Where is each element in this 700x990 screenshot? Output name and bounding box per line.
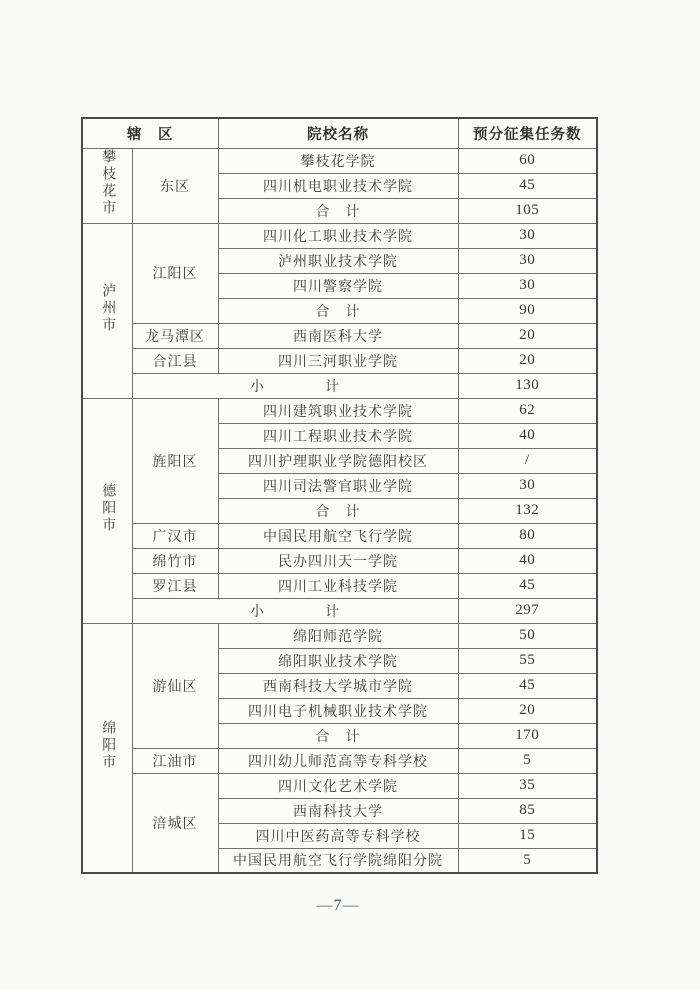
district-cell: 合江县 xyxy=(132,348,218,373)
table-row xyxy=(82,773,597,798)
tasks-cell: 62 xyxy=(458,398,597,423)
city-cell xyxy=(82,148,132,223)
total-label-cell: 合 计 xyxy=(218,498,458,523)
city-cell xyxy=(82,623,132,873)
city-label: 德阳市 xyxy=(100,482,116,534)
table-row xyxy=(82,523,597,548)
city-label: 攀枝花市 xyxy=(100,149,116,217)
school-cell: 四川工程职业技术学院 xyxy=(218,423,458,448)
school-cell: 西南医科大学 xyxy=(218,323,458,348)
tasks-cell: 40 xyxy=(458,423,597,448)
tasks-cell: 35 xyxy=(458,773,597,798)
total-label-cell: 合 计 xyxy=(218,298,458,323)
table-row xyxy=(82,223,597,248)
tasks-cell: 85 xyxy=(458,798,597,823)
district-cell: 涪城区 xyxy=(132,773,218,873)
school-cell: 四川中医药高等专科学校 xyxy=(218,823,458,848)
tasks-cell: 90 xyxy=(458,298,597,323)
total-label-cell: 合 计 xyxy=(218,723,458,748)
school-cell: 四川电子机械职业技术学院 xyxy=(218,698,458,723)
school-cell: 绵阳师范学院 xyxy=(218,623,458,648)
tasks-cell: 40 xyxy=(458,548,597,573)
district-cell: 游仙区 xyxy=(132,623,218,748)
school-cell: 四川文化艺术学院 xyxy=(218,773,458,798)
tasks-cell: 45 xyxy=(458,673,597,698)
district-cell: 旌阳区 xyxy=(132,398,218,523)
tasks-cell: 80 xyxy=(458,523,597,548)
city-cell xyxy=(82,398,132,623)
school-cell: 民办四川天一学院 xyxy=(218,548,458,573)
tasks-cell: 105 xyxy=(458,198,597,223)
school-cell: 四川化工职业技术学院 xyxy=(218,223,458,248)
school-cell: 四川三河职业学院 xyxy=(218,348,458,373)
header-cell-school: 院校名称 xyxy=(218,118,458,148)
table-row xyxy=(82,573,597,598)
school-cell: 四川工业科技学院 xyxy=(218,573,458,598)
tasks-cell: 45 xyxy=(458,573,597,598)
tasks-cell: 170 xyxy=(458,723,597,748)
header-row xyxy=(82,118,597,148)
table-row xyxy=(82,748,597,773)
tasks-cell: 297 xyxy=(458,598,597,623)
district-cell: 龙马潭区 xyxy=(132,323,218,348)
school-cell: 绵阳职业技术学院 xyxy=(218,648,458,673)
table-row xyxy=(82,623,597,648)
page-number: —7— xyxy=(316,897,360,914)
subtotal-label-cell: 小 计 xyxy=(132,598,458,623)
total-label-cell: 合 计 xyxy=(218,198,458,223)
school-cell: 四川司法警官职业学院 xyxy=(218,473,458,498)
tasks-cell: 30 xyxy=(458,473,597,498)
table-row xyxy=(82,323,597,348)
school-cell: 西南科技大学城市学院 xyxy=(218,673,458,698)
tasks-cell: 5 xyxy=(458,848,597,873)
school-cell: 中国民用航空飞行学院 xyxy=(218,523,458,548)
tasks-cell: 60 xyxy=(458,148,597,173)
tasks-cell: 5 xyxy=(458,748,597,773)
school-cell: 四川建筑职业技术学院 xyxy=(218,398,458,423)
district-cell: 广汉市 xyxy=(132,523,218,548)
school-cell: 攀枝花学院 xyxy=(218,148,458,173)
table-row xyxy=(82,598,597,623)
header-cell-tasks: 预分征集任务数 xyxy=(458,118,597,148)
school-cell: 西南科技大学 xyxy=(218,798,458,823)
tasks-cell: 132 xyxy=(458,498,597,523)
tasks-cell: 50 xyxy=(458,623,597,648)
tasks-cell: / xyxy=(458,448,597,473)
school-cell: 泸州职业技术学院 xyxy=(218,248,458,273)
tasks-cell: 130 xyxy=(458,373,597,398)
city-label: 绵阳市 xyxy=(100,719,116,771)
school-cell: 四川机电职业技术学院 xyxy=(218,173,458,198)
table-row xyxy=(82,398,597,423)
tasks-cell: 30 xyxy=(458,273,597,298)
district-cell: 江油市 xyxy=(132,748,218,773)
table-row xyxy=(82,148,597,173)
district-cell: 绵竹市 xyxy=(132,548,218,573)
tasks-cell: 30 xyxy=(458,248,597,273)
tasks-cell: 20 xyxy=(458,323,597,348)
table-row xyxy=(82,373,597,398)
tasks-cell: 30 xyxy=(458,223,597,248)
table-row xyxy=(82,548,597,573)
tasks-cell: 15 xyxy=(458,823,597,848)
district-cell: 罗江县 xyxy=(132,573,218,598)
city-label: 泸州市 xyxy=(100,282,116,334)
school-cell: 四川幼儿师范高等专科学校 xyxy=(218,748,458,773)
tasks-cell: 20 xyxy=(458,348,597,373)
school-cell: 四川警察学院 xyxy=(218,273,458,298)
tasks-cell: 20 xyxy=(458,698,597,723)
district-cell: 东区 xyxy=(132,148,218,223)
header-cell-district: 辖 区 xyxy=(82,118,218,148)
city-cell xyxy=(82,223,132,398)
tasks-cell: 55 xyxy=(458,648,597,673)
table-row xyxy=(82,348,597,373)
district-cell: 江阳区 xyxy=(132,223,218,323)
task-allocation-table xyxy=(81,117,598,874)
tasks-cell: 45 xyxy=(458,173,597,198)
school-cell: 中国民用航空飞行学院绵阳分院 xyxy=(218,848,458,873)
subtotal-label-cell: 小 计 xyxy=(132,373,458,398)
school-cell: 四川护理职业学院德阳校区 xyxy=(218,448,458,473)
